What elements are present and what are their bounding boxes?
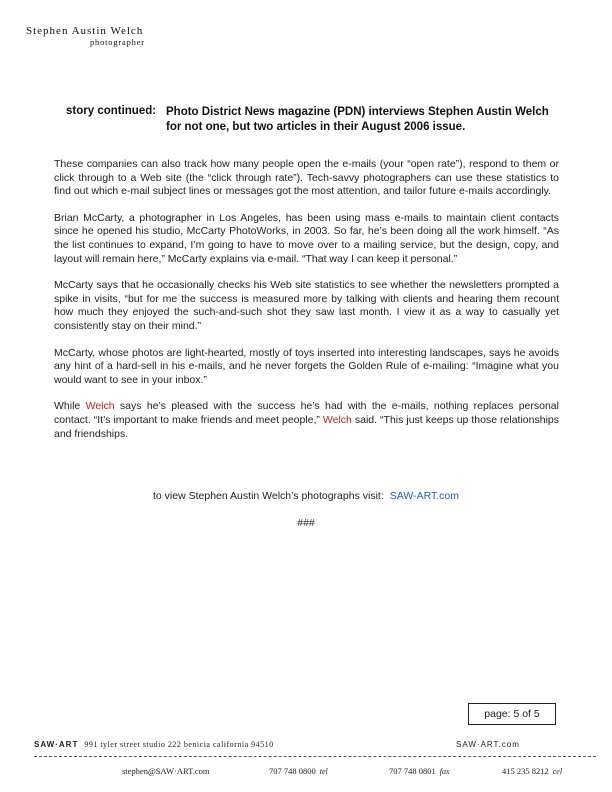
paragraph-5 (54, 400, 559, 441)
footer-address-line (34, 740, 594, 749)
footer-fax-group (389, 766, 450, 776)
brand-header (26, 25, 145, 47)
photographer-title: photographer (90, 37, 145, 47)
footer-fax-label: fax (439, 767, 450, 776)
footer-cel-label: cel (552, 767, 563, 776)
website-link[interactable]: SAW-ART.com (389, 490, 459, 502)
welch-highlight-2: Welch (322, 413, 352, 426)
footer-divider (34, 756, 596, 757)
photographer-name: Stephen Austin Welch (26, 25, 144, 37)
paragraph-2: Brian McCarty, a photographer in Los Angeles, has been using mass e-mails to maintain client contacts since he opened his studio, McCarty PhotoWorks, in 2003. So far, he’s been doing all the work himself. “As the list continues to expand, I’m going to have to move over to a mailing service, but the design, copy, and layout will remain here,” McCarty explains via e-mail. “That way I can keep it personal.” (54, 211, 559, 265)
paragraph-3: McCarty says that he occasionally checks his Web site statistics to see whether the newsletters prompted a spike in visits, “but for me the success is measured more by talking with clients and hearing them recount how much they enjoyed the such-and-such shot they saw last month. I view it as a way to casually yet consistently stay on their mind.” (54, 279, 559, 332)
footer-fax: 707 748 0801 (389, 766, 436, 776)
page-indicator: page: 5 of 5 (468, 703, 556, 725)
footer-tel-group (269, 766, 328, 776)
story-continued-label: story continued: (66, 105, 157, 117)
paragraph-4: McCarty, whose photos are light-hearted, mostly of toys inserted into interesting landscapes, says he avoids any hint of a hard-sell in his e-mails, and he never forgets the Golden Rule of e-mailing: “Imagine what you would want to see in your inbox.” (54, 346, 559, 386)
article-body (54, 158, 559, 454)
story-headline: Photo District News magazine (PDN) interviews Stephen Austin Welch for not one, but two articles in their August 2006 issue. (166, 106, 549, 133)
end-mark: ### (297, 517, 315, 529)
paragraph-5-text-1: While (54, 400, 86, 413)
footer-email[interactable]: stephen@SAW·ART.com (122, 766, 210, 776)
welch-highlight-1: Welch (85, 400, 115, 413)
view-photographs-text: to view Stephen Austin Welch’s photographs visit: (153, 490, 384, 502)
paragraph-5-text-3: said. “This just keeps up those relationships and friendships. (54, 413, 559, 440)
paragraph-5-text-2: says he’s pleased with the success he’s had with the e-mails, nothing replaces personal contact. “It’s important to make friends and meet people,” (54, 400, 559, 426)
footer-tel: 707 748 0800 (269, 766, 316, 776)
paragraph-1: These companies can also track how many people open the e-mails (your “open rate”), respond to them or click through to a Web site (the “click through rate”). Tech-savvy photographers can use these statistics to find out which e-mail subject lines or messages got the most attention, and tailor future e-mails accordingly. (54, 158, 559, 198)
footer-cel-group (502, 766, 562, 776)
footer-website[interactable]: SAW·ART.com (456, 740, 520, 749)
view-photographs-line (0, 490, 612, 502)
footer-address: 991 tyler street studio 222 benicia california 94510 (84, 740, 274, 749)
footer-cel: 415 235 8212 (502, 766, 549, 776)
footer-logo: SAW·ART (34, 740, 79, 749)
footer-tel-label: tel (319, 767, 328, 776)
